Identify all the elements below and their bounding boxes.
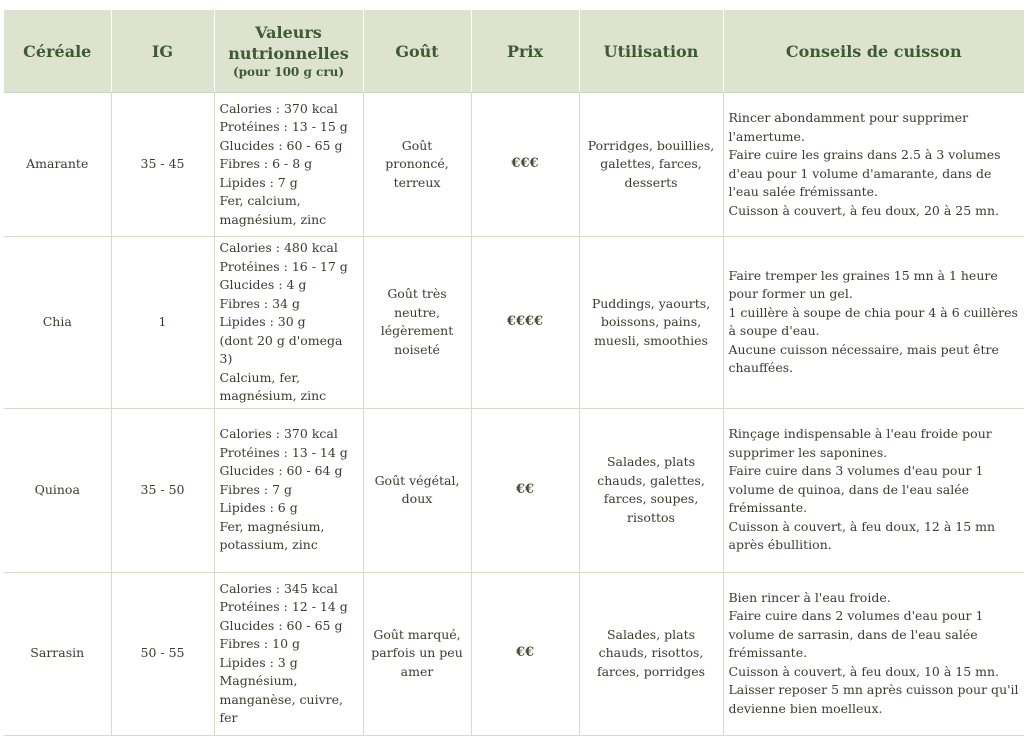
valeurs-cell [214,572,363,735]
header-row [4,10,1024,93]
conseil-line: Faire cuire dans 3 volumes d'eau pour 1 volume de quinoa, dans de l'eau salée frémissante. [728,463,984,516]
valeur-line: fer [219,710,238,725]
valeur-line: Glucides : 60 - 65 g [219,137,343,153]
table-row [4,408,1024,572]
header-valeurs-label: Valeurs nutrionnelles [228,23,349,63]
gout-cell: Goût végétal, doux [363,408,471,572]
valeur-line: Glucides : 60 - 64 g [219,463,343,479]
valeur-line: (dont 20 g d'omega 3) [219,332,343,366]
cereale-cell: Sarrasin [4,572,111,735]
conseil-line: Cuisson à couvert, à feu doux, 10 à 15 mn. [728,663,1000,679]
header-conseils: Conseils de cuisson [723,10,1024,93]
valeur-line: Lipides : 7 g [219,174,298,190]
valeur-line: Lipides : 6 g [219,500,298,516]
conseil-line: Bien rincer à l'eau froide. [728,589,891,605]
valeur-line: Protéines : 13 - 15 g [219,119,348,135]
prix-cell: €€€ [471,93,579,237]
conseil-line: Aucune cuisson nécessaire, mais peut être chauffées. [728,341,999,376]
cereale-cell: Quinoa [4,408,111,572]
valeur-line: magnésium, zinc [219,388,327,403]
conseils-cell [723,572,1024,735]
valeur-line: Calcium, fer, [219,369,300,385]
header-valeurs [214,10,363,93]
header-gout: Goût [363,10,471,93]
ig-cell: 35 - 50 [111,408,214,572]
cereale-cell: Amarante [4,93,111,237]
valeur-line: Fibres : 34 g [219,295,300,311]
valeurs-cell [214,408,363,572]
utilisation-cell: Puddings, yaourts, boissons, pains, muesli, smoothies [579,237,723,409]
valeur-line: Fer, magnésium, [219,518,325,534]
gout-cell: Goût prononcé, terreux [363,93,471,237]
conseil-line: Laisser reposer 5 mn après cuisson pour qu'il devienne bien moelleux. [728,682,1019,716]
valeur-line: Calories : 345 kcal [219,580,338,596]
table-row [4,93,1024,237]
valeurs-cell [214,93,363,237]
valeur-line: Calories : 370 kcal [219,426,338,442]
valeurs-cell [214,237,363,409]
valeur-line: Protéines : 12 - 14 g [219,599,348,614]
ig-cell: 50 - 55 [111,572,214,735]
valeur-line: manganèse, cuivre, [219,691,343,707]
header-ig: IG [111,10,214,93]
utilisation-cell: Salades, plats chauds, galettes, farces, soupes, risottos [579,408,723,572]
conseil-line: Faire cuire les grains dans 2.5 à 3 volumes d'eau pour 1 volume d'amarante, dans de l'eau salée frémissante. [728,147,1001,199]
utilisation-cell: Salades, plats chauds, risottos, farces, porridges [579,572,723,735]
utilisation-cell: Porridges, bouillies, galettes, farces, desserts [579,93,723,237]
valeur-line: Glucides : 60 - 65 g [219,617,343,633]
conseil-line: 1 cuillère à soupe de chia pour 4 à 6 cuillères à soupe d'eau. [728,304,1018,339]
header-utilisation: Utilisation [579,10,723,93]
conseil-line: Faire cuire dans 2 volumes d'eau pour 1 volume de sarrasin, dans de l'eau salée frémissante. [728,608,984,661]
conseil-line: Rincer abondamment pour supprimer l'amertume. [728,110,969,144]
conseils-cell [723,237,1024,409]
conseils-cell [723,93,1024,237]
valeur-line: Glucides : 4 g [219,277,307,292]
valeur-line: Lipides : 30 g [219,314,306,329]
conseils-cell [723,408,1024,572]
header-prix: Prix [471,10,579,93]
valeur-line: Lipides : 3 g [219,654,298,670]
valeur-line: Fibres : 10 g [219,636,300,651]
header-valeurs-sub: (pour 100 g cru) [232,65,345,79]
valeur-line: Calories : 370 kcal [219,100,338,116]
conseil-line: Faire tremper les graines 15 mn à 1 heure pour former un gel. [728,267,998,302]
prix-cell: €€ [471,572,579,735]
valeur-line: Fer, calcium, [219,193,301,209]
ig-cell: 35 - 45 [111,93,214,237]
valeur-line: magnésium, zinc [219,211,327,227]
cereal-comparison-table [4,10,1024,736]
gout-cell: Goût marqué, parfois un peu amer [363,572,471,735]
prix-cell: €€ [471,408,579,572]
valeur-line: Protéines : 16 - 17 g [219,258,348,274]
conseil-line: Cuisson à couvert, à feu doux, 12 à 15 mn après ébullition. [728,518,996,553]
valeur-line: Fibres : 6 - 8 g [219,156,313,172]
valeur-line: potassium, zinc [219,537,318,553]
valeur-line: Fibres : 7 g [219,481,293,497]
conseil-line: Rinçage indispensable à l'eau froide pour supprimer les saponines. [728,426,992,460]
prix-cell: €€€€ [471,237,579,409]
conseil-line: Cuisson à couvert, à feu doux, 20 à 25 mn. [728,202,1000,218]
valeur-line: Protéines : 13 - 14 g [219,444,348,460]
valeur-line: Calories : 480 kcal [219,240,338,255]
table-row [4,572,1024,735]
cereale-cell: Chia [4,237,111,409]
table-row [4,237,1024,409]
ig-cell: 1 [111,237,214,409]
header-cereale: Céréale [4,10,111,93]
gout-cell: Goût très neutre, légèrement noiseté [363,237,471,409]
valeur-line: Magnésium, [219,673,298,688]
